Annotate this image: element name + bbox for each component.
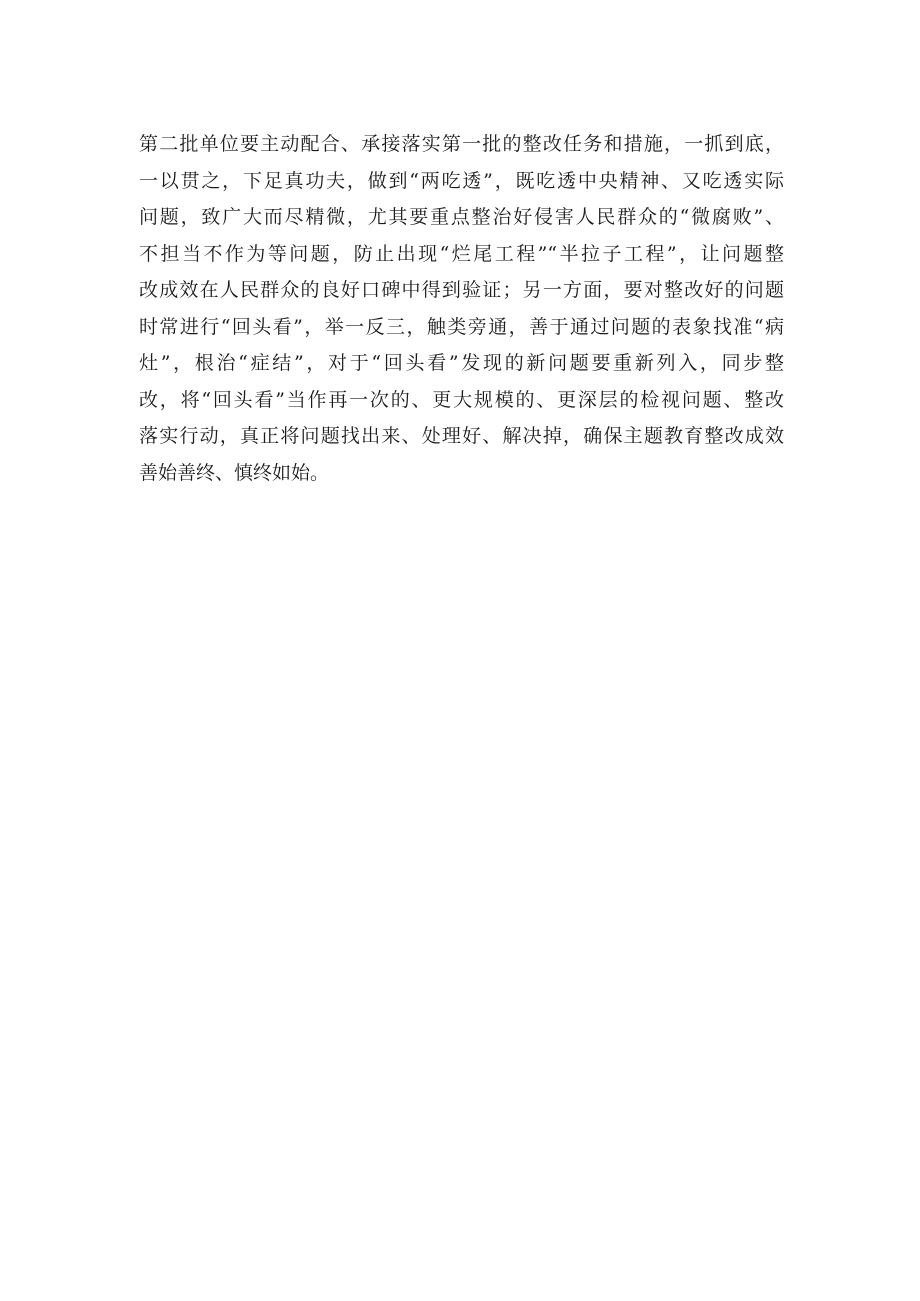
- paragraph-line: 不担当不作为等问题，防止出现“烂尾工程”“半拉子工程”，让问题整: [139, 242, 784, 265]
- paragraph-line: 善始善终、慎终如始。: [139, 461, 330, 484]
- paragraph-line: 改成效在人民群众的良好口碑中得到验证；另一方面，要对整改好的问题: [139, 279, 784, 301]
- paragraph-line: 落实行动，真正将问题找出来、处理好、解决掉，确保主题教育整改成效: [139, 425, 784, 447]
- paragraph-line: 灶”，根治“症结”，对于“回头看”发现的新问题要重新列入，同步整: [139, 352, 784, 374]
- paragraph-line: 改，将“回头看”当作再一次的、更大规模的、更深层的检视问题、整改: [139, 388, 784, 411]
- paragraph-line: 时常进行“回头看”，举一反三，触类旁通，善于通过问题的表象找准“病: [139, 315, 784, 338]
- paragraph-line: 第二批单位要主动配合、承接落实第一批的整改任务和措施，一抓到底，: [139, 133, 784, 155]
- paragraph-line: 一以贯之，下足真功夫，做到“两吃透”，既吃透中央精神、又吃透实际: [139, 169, 784, 192]
- paragraph-line: 问题，致广大而尽精微，尤其要重点整治好侵害人民群众的“微腐败”、: [139, 206, 784, 228]
- body-paragraph: [139, 126, 784, 491]
